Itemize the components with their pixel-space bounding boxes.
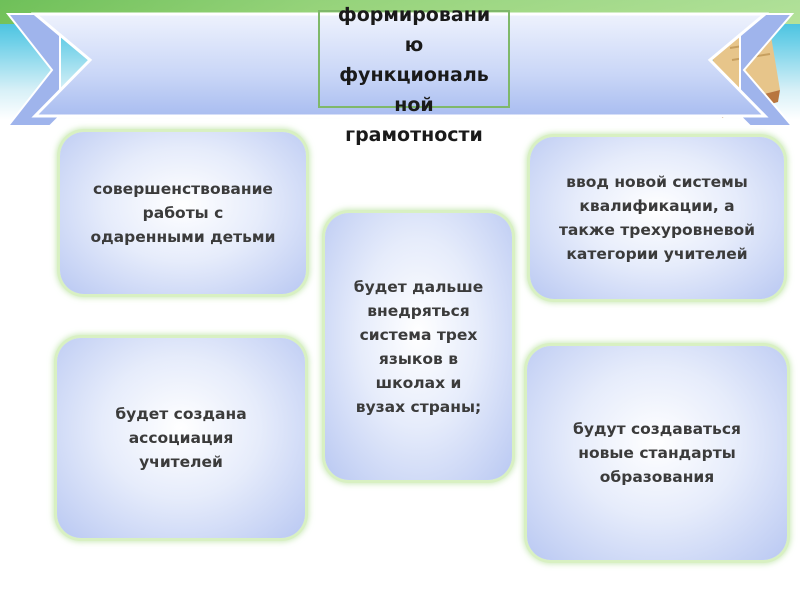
card-education-standards-text: будут создаваться новые стандарты образования bbox=[573, 420, 741, 486]
slide-title: формировани ю функциональ ной грамотности bbox=[337, 4, 491, 146]
card-teachers-association-text: будет создана ассоциация учителей bbox=[115, 405, 247, 471]
card-qualification-system bbox=[530, 137, 784, 299]
card-qualification-system-text: ввод новой системы квалификации, а также трехуровневой категории учителей bbox=[558, 173, 756, 263]
card-teachers-association bbox=[57, 338, 305, 538]
card-trilingual-system bbox=[325, 213, 512, 480]
card-gifted-children-text: совершенствование работы с одаренными детьми bbox=[90, 180, 276, 246]
card-education-standards bbox=[527, 346, 787, 560]
card-gifted-children bbox=[60, 132, 306, 294]
card-trilingual-system-text: будет дальше внедряться система трех языков в школах и вузах страны; bbox=[353, 277, 484, 416]
